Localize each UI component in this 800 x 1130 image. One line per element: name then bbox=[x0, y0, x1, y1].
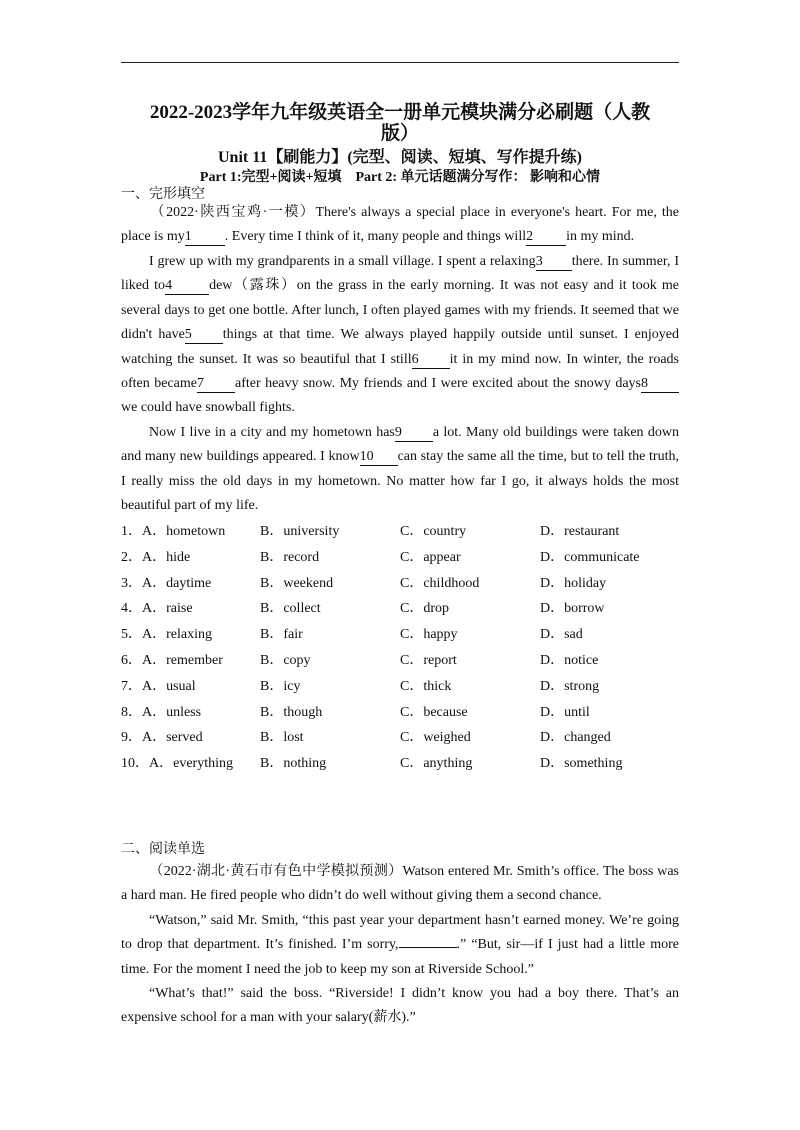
option-b: B．nothing bbox=[260, 756, 327, 772]
cloze-paragraph-2 bbox=[121, 250, 679, 421]
cloze-blank: 6 bbox=[412, 352, 450, 369]
option-c: C．thick bbox=[400, 678, 452, 694]
option-c: C．appear bbox=[400, 549, 461, 565]
cloze-text: there. In summer, I liked to bbox=[121, 254, 679, 294]
cloze-options bbox=[121, 519, 681, 777]
option-b: B．fair bbox=[260, 627, 303, 643]
cloze-text: dew（露珠）on the grass in the early morning. It was not easy and it took me several days to get one bottle. After lunch, I often played games with my friends. It seemed that we didn't have bbox=[121, 278, 679, 343]
option-a: 6．A．remember bbox=[121, 652, 223, 668]
option-c: C．weighed bbox=[400, 730, 471, 746]
cloze-text: can stay the same all the time, but to tell the truth, I really miss the old days in my hometown. No matter how far I go, it always holds the most beautiful part of my life. bbox=[121, 449, 679, 514]
option-a: 8．A．unless bbox=[121, 704, 202, 720]
option-c: C．childhood bbox=[400, 575, 480, 591]
cloze-blank: 3 bbox=[536, 254, 572, 271]
option-row bbox=[121, 519, 681, 545]
option-b: B．collect bbox=[260, 601, 321, 617]
cloze-text: things at that time. We always played happily outside until sunset. I enjoyed watching the sunset. It was so beautiful that I still bbox=[121, 327, 679, 367]
option-b: B．university bbox=[260, 524, 340, 539]
cloze-blank: 2 bbox=[526, 229, 566, 246]
parts-subtitle: Part 1:完型+阅读+短填 Part 2: 单元话题满分写作： 影响和心情 bbox=[199, 170, 601, 185]
option-d: D．communicate bbox=[540, 549, 640, 565]
cloze-text: I grew up with my grandparents in a small village. I spent a relaxing bbox=[149, 254, 536, 269]
cloze-blank: 5 bbox=[185, 327, 223, 344]
cloze-text: . Every time I think of it, many people and things will bbox=[224, 229, 527, 245]
option-row bbox=[121, 751, 681, 777]
option-d: D．borrow bbox=[540, 601, 605, 617]
cloze-blank: 1 bbox=[185, 229, 225, 246]
section-heading-reading: 二、阅读单选 bbox=[121, 842, 205, 857]
option-a: 4．A．raise bbox=[121, 601, 193, 617]
option-row bbox=[121, 596, 681, 622]
reading-paragraph-2 bbox=[121, 909, 679, 982]
option-d: D．restaurant bbox=[540, 524, 620, 539]
option-c: C．drop bbox=[400, 601, 449, 617]
option-c: C．country bbox=[400, 524, 467, 539]
cloze-text: a lot. Many old buildings were taken down and many new buildings appeared. I know bbox=[121, 425, 679, 465]
cloze-text: Now I live in a city and my hometown has bbox=[149, 425, 395, 440]
cloze-blank: 8 bbox=[641, 376, 679, 393]
reading-text: .” “But, sir—if I just had a little more time. For the moment I need the job to keep my son at Riverside School.” bbox=[121, 937, 680, 977]
cloze-text: we could have snowball fights. bbox=[121, 400, 295, 416]
option-b: B．though bbox=[260, 704, 323, 720]
page-title-line1: 2022-2023学年九年级英语全一册单元模块满分必刷题（人教 bbox=[149, 102, 651, 123]
option-d: D．strong bbox=[540, 678, 600, 694]
cloze-text: in my mind. bbox=[566, 229, 635, 245]
option-d: D．changed bbox=[540, 730, 611, 746]
reading-text: “Watson,” said Mr. Smith, “this past year your department hasn’t earned money. We’re going to drop that department. It’s finished. I’m sorry, bbox=[121, 913, 679, 953]
option-d: D．until bbox=[540, 704, 590, 720]
option-b: B．copy bbox=[260, 652, 311, 668]
option-row bbox=[121, 622, 681, 648]
reading-paragraph-1 bbox=[121, 860, 679, 909]
option-a: 3．A．daytime bbox=[121, 575, 212, 591]
cloze-text: after heavy snow. My friends and I were excited about the snowy days bbox=[234, 376, 642, 392]
reading-text: （2022·湖北·黄石市有色中学模拟预测）Watson entered Mr. Smith’s office. The boss was a hard man. He fired people who didn’t do well without giving them a second chance. bbox=[121, 864, 679, 904]
cloze-blank: 9 bbox=[395, 425, 433, 442]
cloze-blank: 7 bbox=[197, 376, 235, 393]
option-row bbox=[121, 648, 681, 674]
option-a: 2．A．hide bbox=[121, 549, 191, 565]
option-b: B．icy bbox=[260, 678, 301, 694]
option-d: D．something bbox=[540, 756, 623, 772]
option-a: 5．A．relaxing bbox=[121, 627, 212, 643]
option-b: B．lost bbox=[260, 730, 304, 746]
cloze-text: it in my mind now. In winter, the roads often became bbox=[121, 351, 679, 392]
option-row bbox=[121, 571, 681, 597]
option-a: 1．A．hometown bbox=[121, 524, 226, 539]
cloze-blank: 4 bbox=[165, 278, 209, 295]
option-row bbox=[121, 674, 681, 700]
section-heading-cloze: 一、完形填空 bbox=[121, 187, 205, 202]
cloze-blank: 10 bbox=[360, 449, 398, 466]
option-a: 10．A．everything bbox=[121, 756, 233, 772]
option-c: C．report bbox=[400, 652, 457, 668]
option-c: C．anything bbox=[400, 756, 473, 772]
header-rule bbox=[121, 62, 679, 63]
option-row bbox=[121, 725, 681, 751]
option-a: 9．A．served bbox=[121, 730, 203, 746]
reading-blank bbox=[399, 947, 457, 948]
option-c: C．because bbox=[400, 704, 468, 720]
option-a: 7．A．usual bbox=[121, 678, 196, 694]
page-title-line2: 版） bbox=[380, 123, 419, 144]
option-d: D．holiday bbox=[540, 575, 607, 591]
reading-paragraph-3 bbox=[121, 982, 679, 1031]
option-d: D．notice bbox=[540, 652, 599, 668]
cloze-paragraph-3 bbox=[121, 421, 679, 519]
cloze-paragraph-1 bbox=[121, 201, 679, 250]
unit-subtitle: Unit 11【刷能力】(完型、阅读、短填、写作提升练) bbox=[217, 149, 582, 166]
cloze-text: （2022·陕西宝鸡·一模）There's always a special place in everyone's heart. For me, the place is my bbox=[121, 205, 679, 245]
option-row bbox=[121, 700, 681, 726]
option-d: D．sad bbox=[540, 627, 583, 643]
option-row bbox=[121, 545, 681, 571]
option-b: B．weekend bbox=[260, 575, 334, 591]
reading-text: “What’s that!” said the boss. “Riverside! I didn’t know you had a boy there. That’s an expensive school for a man with your salary(薪水).” bbox=[121, 986, 679, 1026]
option-c: C．happy bbox=[400, 627, 458, 643]
option-b: B．record bbox=[260, 549, 320, 565]
